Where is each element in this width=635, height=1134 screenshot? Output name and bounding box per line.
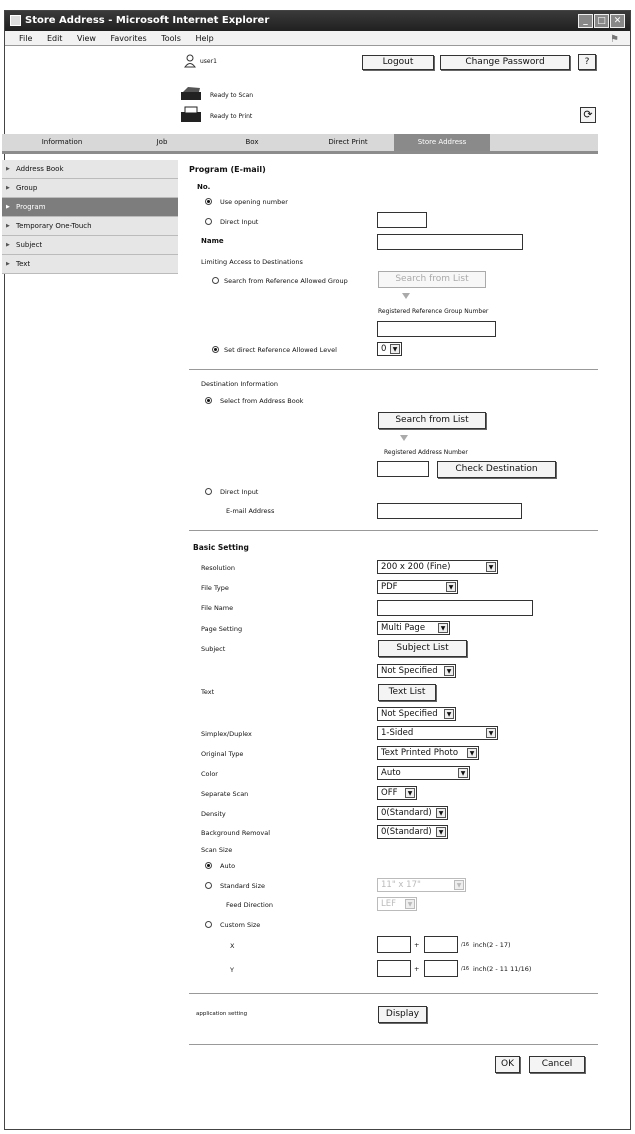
feed-direction-label: Feed Direction	[226, 901, 273, 909]
divider	[189, 530, 598, 531]
text-list-button[interactable]: Text List	[378, 684, 436, 701]
select-book-label: Select from Address Book	[220, 397, 304, 405]
arrow-down-icon	[400, 435, 408, 441]
filetype-select[interactable]: PDF ▼	[377, 580, 458, 594]
y-inch-input[interactable]	[377, 960, 411, 977]
custom-size-label: Custom Size	[220, 921, 261, 929]
text-select[interactable]: Not Specified ▼	[377, 707, 456, 721]
feed-direction-select[interactable]: LEF ▼	[377, 897, 417, 911]
program-heading: Program (E-mail)	[189, 165, 266, 174]
tab-information[interactable]: Information	[41, 138, 83, 146]
scansize-label: Scan Size	[201, 846, 233, 854]
arrow-down-icon	[402, 293, 410, 299]
email-label: E-mail Address	[226, 507, 275, 515]
x-fraction-input[interactable]	[424, 936, 458, 953]
close-button[interactable]: ✕	[610, 14, 625, 28]
filename-label: File Name	[201, 604, 234, 612]
color-select[interactable]: Auto ▼	[377, 766, 470, 780]
sidebar-item-program[interactable]: ▶ Program	[2, 198, 178, 217]
menu-bar	[5, 31, 630, 46]
no-label: No.	[197, 183, 211, 191]
tab-box[interactable]: Box	[245, 138, 259, 146]
divider	[189, 993, 598, 994]
separate-select[interactable]: OFF ▼	[377, 786, 417, 800]
text-label: Text	[201, 688, 215, 696]
username: user1	[200, 58, 217, 65]
address-number-input[interactable]	[377, 461, 429, 477]
windows-logo-icon: ⚑	[610, 34, 619, 45]
app-setting-label: application setting	[196, 1011, 248, 1017]
registered-address-label: Registered Address Number	[384, 449, 468, 456]
x-plus: +	[414, 941, 420, 949]
y-fraction-input[interactable]	[424, 960, 458, 977]
set-direct-level-label: Set direct Reference Allowed Level	[224, 346, 337, 354]
tab-job[interactable]: Job	[156, 138, 168, 146]
pagesetting-label: Page Setting	[201, 625, 243, 633]
registered-group-label: Registered Reference Group Number	[378, 308, 489, 315]
subject-label: Subject	[201, 645, 226, 653]
filetype-label: File Type	[201, 584, 229, 592]
search-group-list-button[interactable]: Search from List	[378, 271, 486, 288]
display-button[interactable]: Display	[378, 1006, 427, 1023]
ie-icon	[10, 15, 21, 26]
x-inch-input[interactable]	[377, 936, 411, 953]
destination-heading: Destination Information	[201, 380, 278, 388]
resolution-label: Resolution	[201, 564, 235, 572]
help-icon[interactable]: ?	[578, 54, 596, 70]
title-bar	[5, 11, 630, 31]
standard-size-label: Standard Size	[220, 882, 265, 890]
limiting-label: Limiting Access to Destinations	[201, 258, 303, 266]
direct-input-no-label: Direct Input	[220, 218, 259, 226]
sidebar-item-group[interactable]: ▶ Group	[2, 179, 178, 198]
check-destination-button[interactable]: Check Destination	[437, 461, 556, 478]
ready-to-scan: Ready to Scan	[210, 92, 254, 99]
name-label: Name	[201, 237, 224, 245]
sidebar-item-text[interactable]: ▶ Text	[2, 255, 178, 274]
scanner-icon	[180, 86, 202, 102]
direct-input-dest-label: Direct Input	[220, 488, 259, 496]
email-input[interactable]	[377, 503, 522, 519]
select-book-radio[interactable]	[205, 397, 212, 404]
sidebar-item-temporary-one-touch[interactable]: ▶ Temporary One-Touch	[2, 217, 178, 236]
separate-label: Separate Scan	[201, 790, 249, 798]
menu-favorites[interactable]: Favorites	[110, 34, 147, 43]
sidebar-item-subject[interactable]: ▶ Subject	[2, 236, 178, 255]
menu-file[interactable]: File	[19, 34, 33, 43]
custom-size-radio[interactable]	[205, 921, 212, 928]
logout-button[interactable]: Logout	[362, 55, 434, 70]
y-plus: +	[414, 965, 420, 973]
tab-store-address[interactable]: Store Address	[394, 134, 490, 151]
menu-help[interactable]: Help	[195, 34, 214, 43]
name-input[interactable]	[377, 234, 523, 250]
change-password-button[interactable]: Change Password	[440, 55, 570, 70]
standard-size-select[interactable]: 11" x 17" ▼	[377, 878, 466, 892]
window-title: Store Address - Microsoft Internet Explorer	[25, 15, 270, 26]
background-label: Background Removal	[201, 829, 271, 837]
basic-heading: Basic Setting	[193, 543, 249, 552]
minimize-button[interactable]: _	[578, 14, 593, 28]
auto-radio[interactable]	[205, 862, 212, 869]
density-label: Density	[201, 810, 226, 818]
use-opening-radio[interactable]	[205, 198, 212, 205]
original-label: Original Type	[201, 750, 244, 758]
use-opening-label: Use opening number	[220, 198, 288, 206]
y-fraction-denominator: /16	[461, 966, 470, 972]
set-direct-level-radio[interactable]	[212, 346, 219, 353]
cancel-button[interactable]: Cancel	[529, 1056, 585, 1073]
y-label: Y	[230, 966, 234, 974]
divider	[189, 1044, 598, 1045]
resolution-select[interactable]: 200 x 200 (Fine) ▼	[377, 560, 498, 574]
y-unit-label: inch(2 - 11 11/16)	[473, 965, 532, 973]
background-select[interactable]: 0(Standard) ▼	[377, 825, 448, 839]
printer-icon	[180, 106, 202, 124]
refresh-icon[interactable]: ⟳	[580, 107, 596, 123]
menu-edit[interactable]: Edit	[46, 34, 63, 43]
sidebar	[2, 160, 178, 274]
subject-select[interactable]: Not Specified ▼	[377, 664, 456, 678]
group-number-input[interactable]	[377, 321, 496, 337]
user-icon	[184, 54, 196, 68]
x-fraction-denominator: /16	[461, 942, 470, 948]
density-select[interactable]: 0(Standard) ▼	[377, 806, 448, 820]
simplex-select[interactable]: 1-Sided ▼	[377, 726, 498, 740]
auto-label: Auto	[220, 862, 236, 870]
direct-input-no-radio[interactable]	[205, 218, 212, 225]
search-group-label: Search from Reference Allowed Group	[224, 277, 348, 285]
x-label: X	[230, 942, 235, 950]
level-select[interactable]: 0 ▼	[377, 342, 402, 356]
menu-tools[interactable]: Tools	[161, 34, 181, 43]
subject-list-button[interactable]: Subject List	[378, 640, 467, 657]
color-label: Color	[201, 770, 218, 778]
standard-size-radio[interactable]	[205, 882, 212, 889]
sidebar-item-address-book[interactable]: ▶ Address Book	[2, 160, 178, 179]
tab-direct-print[interactable]: Direct Print	[328, 138, 368, 146]
ok-button[interactable]: OK	[495, 1056, 520, 1073]
ready-to-print: Ready to Print	[210, 113, 253, 120]
original-select[interactable]: Text Printed Photo ▼	[377, 746, 479, 760]
menu-view[interactable]: View	[76, 34, 96, 43]
x-unit-label: inch(2 - 17)	[473, 941, 511, 949]
search-address-list-button[interactable]: Search from List	[378, 412, 486, 429]
divider	[189, 369, 598, 370]
pagesetting-select[interactable]: Multi Page ▼	[377, 621, 450, 635]
search-group-radio[interactable]	[212, 277, 219, 284]
direct-input-dest-radio[interactable]	[205, 488, 212, 495]
simplex-label: Simplex/Duplex	[201, 730, 252, 738]
number-input[interactable]	[377, 212, 427, 228]
filename-input[interactable]	[377, 600, 533, 616]
tab-bar	[2, 134, 598, 154]
maximize-button[interactable]: □	[594, 14, 609, 28]
